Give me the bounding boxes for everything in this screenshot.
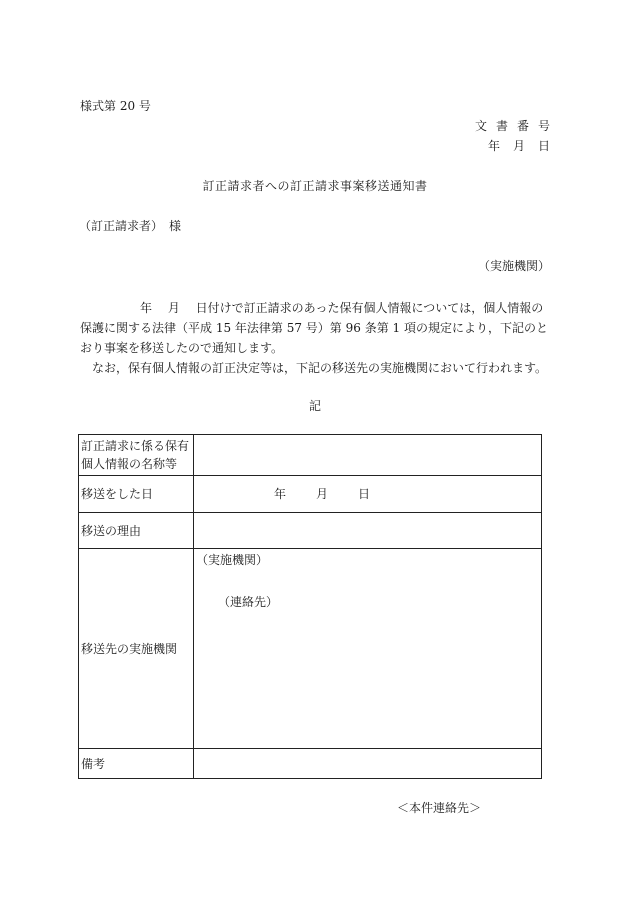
destination-contact: （連絡先） (218, 595, 279, 609)
transfer-year: 年 (274, 487, 287, 501)
transfer-date-value (194, 476, 542, 513)
info-name-label: 訂正請求に係る保有個人情報の名称等 (79, 435, 194, 476)
issuing-agency: （実施機関） (477, 259, 550, 273)
table-row (79, 513, 542, 549)
destination-agency-name: （実施機関） (196, 553, 269, 567)
document-title: 訂正請求者への訂正請求事案移送通知書 (202, 179, 428, 193)
destination-agency-label: 移送先の実施機関 (79, 549, 194, 749)
table-row (79, 435, 542, 476)
destination-agency-value (194, 549, 542, 749)
transfer-day: 日 (358, 487, 371, 501)
remarks-label: 備考 (79, 749, 194, 779)
transfer-reason-label: 移送の理由 (79, 513, 194, 549)
info-name-value (194, 435, 542, 476)
date-month: 月 (512, 139, 525, 153)
document-date-line (488, 138, 550, 154)
body-paragraph-2: なお，保有個人情報の訂正決定等は，下記の移送先の実施機関において行われます。 (80, 361, 548, 375)
addressee: （訂正請求者） 様 (79, 219, 182, 233)
form-number: 様式第 20 号 (80, 99, 151, 113)
table-row (79, 476, 542, 513)
detail-table (78, 434, 542, 779)
date-year: 年 (487, 139, 500, 153)
remarks-value (194, 749, 542, 779)
date-day: 日 (537, 139, 550, 153)
transfer-month: 月 (316, 487, 329, 501)
transfer-date-label: 移送をした日 (79, 476, 194, 513)
document-number-label: 文書番号 (474, 119, 559, 133)
notice-body (80, 298, 552, 378)
transfer-reason-value (194, 513, 542, 549)
case-contact-heading: ＜本件連絡先＞ (396, 801, 481, 815)
table-row (79, 549, 542, 749)
record-heading: 記 (308, 399, 321, 413)
table-row (79, 749, 542, 779)
body-paragraph-1: 年 月 日付けで訂正請求のあった保有個人情報については，個人情報の保護に関する法律（平成 15 年法律第 57 号）第 96 条第 1 項の規定により，下記のとおり事案を移送したので通知します。 (80, 301, 548, 355)
